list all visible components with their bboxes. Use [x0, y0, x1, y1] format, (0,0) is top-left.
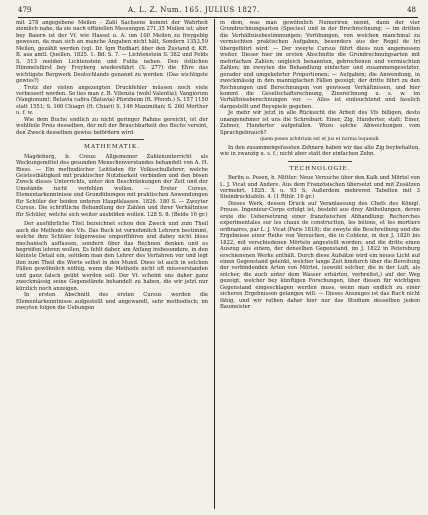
- section-heading-mathematik: MATHEMATIK.: [83, 144, 141, 151]
- page-number-right: 48: [407, 6, 416, 14]
- right-paragraph-1: in dem, was man gewöhnlich Numeriren nennt, dann der vier Grundrechnungsarten (Species) und in der Bruchrechnung; — im dritten die Verhältnissbestimmungen; Vorübungen, von welchen manchmal zu vermischten praktischen Aufgaben, besonders aus der Regel de tri übergeführt wird. — Der zweyte Cursus führt diess nun angemessen weiter. Dieser hier im ersten Abschnitte die Grundrechnungsarten mit mehrfachen Zahlen; ungleich benannten, gebrochenen und vermischten Zahlen; im zweyten die Behandlung einfacher und zusammengesetzter, gerader und umgekehrter Proportionen; — Aufgaben; die Anwendung, in zweckmässig in den mannigfachen Fällen gezeigt; der dritte führt zu den Rechnungen und Berechnungen von gewissen Verhältnissen, und hier kommt die Gesellschaftsrechnung, Zinsrechnung u. s. w. im Verhältnissberechnungen vor. — Alles ist einleuchtend und fasslich dargestellt und Beyspiele gegeben.: [220, 20, 420, 110]
- left-paragraph-3: Wie dem Buche endlich zu nicht geringer Rahme gereicht, ist der wohlfeile Preis desselben, der mit der Brauchbarkeit des Buchs vereint, den Zweck desselben gewiss befördern wird.: [16, 116, 208, 136]
- left-paragraph-5: Der ausführliche Titel bezeichnet schon den Zweck und zum Theil auch die Methode des Vfs. Das Buch ist vornehmlich Lehrern bestimmt, welche ihre Schüler folgenweise emporführen und dabey nicht bloss mechanisch auffassen, sondern über das Rechnen denken und es begreifen lehren wollen. Es fehlt daher, am Anfang insbesondere, in den kleinste Detail ein, seitdem man den Lehrer des Verfahren vor und legt ihm zum Theil die Worte selbst in den Mund. Diess ist auch in solchen Fällen gewöhnlich nöthig, wenn die Methode nicht oft missverstanden und ganz falsch geübt werden soll. Der Vf. scheint uns daher ganz zweckmässig seine Gegenstände behandelt zu haben, die wir jetzt nur kürzlich noch anzeigen.: [16, 221, 208, 292]
- latin-quote: quem penes arbitrium est et jus et norma loquendi.: [259, 137, 380, 143]
- left-paragraph-4: Magdeburg, b. Creuz: Allgemeiner Zahlenunterricht als Weckungsmittel des gesunden Menschenverstandes behandelt von A. H. Riess. — Ein methodischer Leitfaden für Volksschullehrer, welche Geistesthätigkeit mit praktischer Nutzbarkeit verbinden und den bösen Zweck dieses Unterrichts, unter den Beschränkungen der Zeit und der Umstände nicht verfehlen wollen. — Erster Cursus, Elementarkenntnisse und Grundübungen mit praktischen Anwendungen für Schüler der beiden unteren Hauptklassen. 1826. 180 S. — Zweyter Cursus. Die schriftliche Behandlung der Zahlen und ihrer Verhältnisse für Schüler, welche sich weiter ausbilden wollen. 128 S. 8. (Beide 16 gr.): [16, 153, 208, 218]
- page-number-left: 479: [18, 6, 32, 14]
- header-rule: [18, 17, 418, 18]
- section-divider: [80, 139, 144, 140]
- right-column: [220, 20, 420, 511]
- left-paragraph-2: Trotz der vielen angezeigten Druckfehler müssen noch viele verbessert werden. So lies man z. B. Vilenzia (wohl Valentia); Vangiorum (Vangionum); Betavia cafira (Batavia) Pforzheim (ft. Pforzh.) S. 157 1150 statt 1551; S. 160 Chiagri (ft. Chiari) S. 146 Maximilian; S. 260 Morther u. f. w.: [16, 84, 208, 117]
- right-paragraph-5: Dieses Werk, dessen Druck auf Veranlassung des Chefs des Königl. Preuss. Ingenieur-Corps erfolgt ist, besteht aus drey Abtheilungen, deren erste die Uebersetzung einer französischen Abhandlung: Recherches experimentales sur les chaux de construction, les bétons, et les mortiers ordinaires, par L. J. Vicat (Paris 1818); die zweyte die Beschreibung und die Ergebnisse einer Reihe von Versuchen, die in Coblenz, in den J. 1820 bis 1822, mit verschiedenen Mörteln angestellt worden; und die dritte einen Auszug aus einem, der denselben Gegenstand, im J. 1822 in Petersburg erschienenen Werke enthält. Durch diese Aufsätze wird ein neues Licht auf einen Gegenstand gelenkt, welcher lange Zeit hindurch über die Bereitung der verbindenden Arten von Mörtel, (sowohl solcher, die in der Luft, als solcher, die auch unter dem Wasser erhärten, verbreitet,) auf der Weg gezeigt, welcher bey künftigen Forschungen, über diesen für wichtigen Gegenstand eingeschlagen werden muss, wenn man endlich zu einer sicheren Ergebnissen gelangen will. — Dieses Auszuges ist das Buch nicht fähig, und wir rathen daher hier nur das Studium desselben jedem Baumeister: [220, 200, 420, 311]
- running-title: A. L. Z. Num. 165. JULIUS 1827.: [128, 6, 260, 14]
- left-paragraph-6: In ersten Abschnitt des ersten Cursus werden die Elementarkenntnisse aufgestellt und angewandt, sehr methodisch; im zweyten folgen die Uebungen: [16, 292, 208, 312]
- left-column: [16, 20, 208, 511]
- right-paragraph-2: Je mehr wir jetzt in alle Rücksicht die Arbeit des Vfs billigen, desto unangenehmer ist uns die Schreibart: Einer, Zig, Hunderter, statt: Einer, Zehner, Hunderter aufgefallen. Wozu solche Abweichungen vom Sprachgebrauch?: [220, 110, 420, 136]
- page-header: [18, 4, 418, 18]
- section-heading-technologie: TECHNOLOGIE.: [289, 165, 351, 172]
- column-divider: [214, 19, 215, 509]
- section-divider: [288, 161, 352, 162]
- right-paragraph-3: In den zusammengefassten Zehnern haben wir das alte Zig beybehalten, wie in zwanzig u. s. f.; nicht aber statt der einfachen Zehn.: [220, 144, 420, 158]
- right-paragraph-4: Berlin u. Posen, b. Mittler: Neue Versuche über den Kalk und Mörtel von L. J. Vicat und Andere. Aus dem Französischen übersetzt und mit Zusätzen vermehrt. 1825. X u. 93 S. Außerdem mehreren Tabellen mit 3 Steindrucktafeln. 4. (1 Rthlr. 16 gr.): [220, 175, 420, 201]
- left-paragraph-1: mit 278 angegebene Meilen - Zahl Sachsens kommt der Wahrheit ziemlich nahe, da sie nach offiziellen Messungen 271,35 Meilen ist; aber bey Baiern ist der Vf. wie Hassel u. A. um 100 Meilen zu freygebig gewesen, da man sich an manche Angaben nicht hält, Sondern 1353,59 Meilen, gezählt werden (vgl. Dr. Igm Rudhart über den Zustand d. KR. B. aus amtl. Quellen. 1825. 1. Bd. S. 7. — Lichtenstein S. 382 und Felds S. 513 melden Lichtenstein und Fulda neben. Den östlichen Himmelsfürst bey Freyberg wiedersfährt (S. 277) die Ehre das wichtigste Bergwerk Deutschlands genannt zu werden. (Das wichtigste gewiss?): [16, 20, 208, 85]
